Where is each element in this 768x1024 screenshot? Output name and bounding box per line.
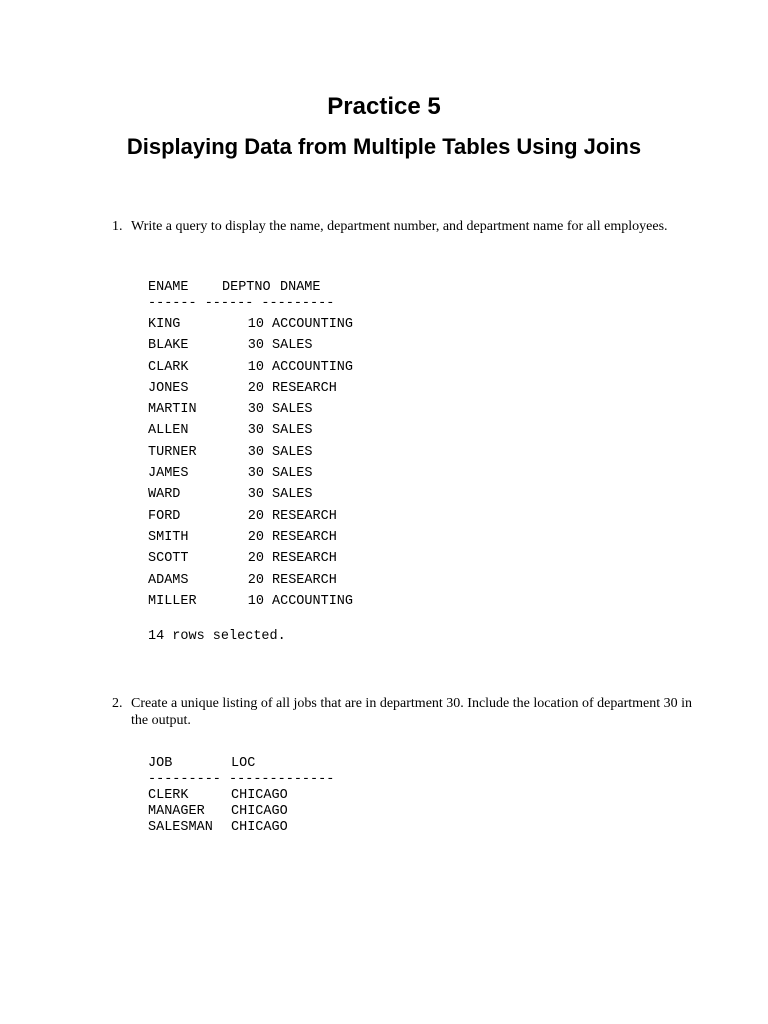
table-row [148,548,353,569]
cell-ename: FORD [148,508,181,524]
column-header-ename: ENAME [148,280,189,295]
cell-dname: SALES [272,444,313,460]
result-1-underline: ------ ------ --------- [148,296,335,311]
cell-deptno: 20 [247,551,264,567]
table-row [148,570,353,591]
column-header-dname: DNAME [280,280,321,295]
table-row [148,820,288,836]
cell-loc: CHICAGO [231,788,288,803]
cell-dname: SALES [272,402,313,418]
cell-deptno: 30 [247,487,264,503]
cell-deptno: 30 [247,402,264,418]
table-row [148,506,353,527]
column-header-loc: LOC [231,756,256,771]
page-title: Practice 5 [327,93,441,120]
table-row [148,442,353,463]
result-1-rows [148,314,353,612]
cell-ename: ADAMS [148,572,189,588]
cell-deptno: 10 [247,359,264,375]
cell-deptno: 20 [247,572,264,588]
cell-loc: CHICAGO [231,804,288,819]
table-row [148,788,288,804]
column-header-job: JOB [148,756,173,771]
cell-ename: KING [148,317,181,332]
cell-ename: MILLER [148,593,197,609]
cell-deptno: 10 [247,593,264,609]
result-1-header [148,280,334,312]
question-2 [112,696,692,729]
cell-dname: ACCOUNTING [272,317,354,332]
question-2-text: Create a unique listing of all jobs that are in department 30. Include the location of department 30 in the output. [131,696,692,728]
cell-deptno: 20 [247,380,264,396]
table-row [148,399,353,420]
result-2-underline: --------- ------------- [148,772,335,787]
table-row [148,484,353,505]
question-1-text: Write a query to display the name, department number, and department name for all employees. [131,219,668,234]
cell-deptno: 10 [247,317,264,332]
cell-ename: JONES [148,380,189,396]
table-row [148,527,353,548]
cell-ename: CLARK [148,359,189,375]
table-row [148,463,353,484]
cell-ename: JAMES [148,466,189,482]
table-row [148,335,353,356]
cell-dname: SALES [272,338,313,354]
cell-deptno: 30 [247,466,264,482]
cell-dname: RESEARCH [272,529,337,545]
cell-job: MANAGER [148,804,205,819]
cell-dname: SALES [272,423,313,439]
table-row [148,314,353,335]
result-2-rows [148,788,288,836]
cell-job: SALESMAN [148,820,213,835]
cell-dname: RESEARCH [272,551,337,567]
cell-ename: TURNER [148,444,197,460]
cell-deptno: 20 [247,508,264,524]
question-1 [112,219,692,236]
table-row [148,804,288,820]
cell-deptno: 30 [247,338,264,354]
cell-dname: SALES [272,466,313,482]
cell-ename: SCOTT [148,551,189,567]
cell-ename: SMITH [148,529,189,545]
cell-loc: CHICAGO [231,820,288,835]
cell-deptno: 30 [247,444,264,460]
cell-dname: ACCOUNTING [272,359,354,375]
cell-dname: RESEARCH [272,380,337,396]
cell-dname: ACCOUNTING [272,593,354,609]
cell-deptno: 20 [247,529,264,545]
table-row [148,591,353,612]
cell-dname: RESEARCH [272,508,337,524]
cell-dname: SALES [272,487,313,503]
cell-ename: BLAKE [148,338,189,354]
question-1-number: 1. [112,219,123,234]
cell-ename: MARTIN [148,402,197,418]
cell-dname: RESEARCH [272,572,337,588]
table-row [148,378,353,399]
page-subtitle: Displaying Data from Multiple Tables Using Joins [126,134,642,159]
result-1-footer: 14 rows selected. [148,629,286,644]
table-row [148,357,353,378]
result-2-header [148,756,334,788]
column-header-deptno: DEPTNO [222,280,271,295]
question-2-number: 2. [112,696,123,711]
cell-deptno: 30 [247,423,264,439]
cell-job: CLERK [148,788,189,803]
cell-ename: WARD [148,487,181,503]
cell-ename: ALLEN [148,423,189,439]
table-row [148,420,353,441]
